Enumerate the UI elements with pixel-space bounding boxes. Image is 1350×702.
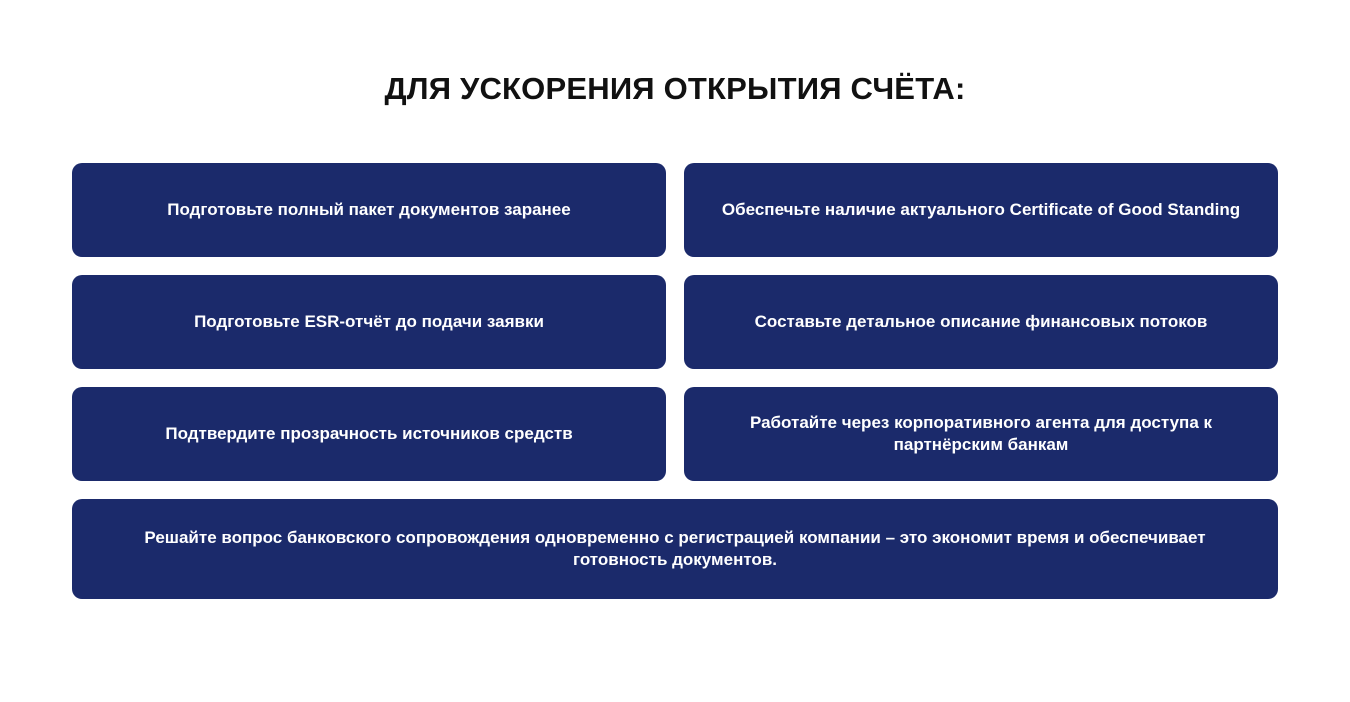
- recommendation-card-label: Решайте вопрос банковского сопровождения одновременно с регистрацией компании – это экономит время и обеспечивает готовность документов.: [144, 528, 1206, 569]
- page-title: ДЛЯ УСКОРЕНИЯ ОТКРЫТИЯ СЧЁТА:: [384, 71, 966, 106]
- recommendation-card: [72, 163, 666, 257]
- recommendation-card-label: Обеспечьте наличие актуального Certificate of Good Standing: [721, 200, 1241, 220]
- recommendation-card: [72, 387, 666, 481]
- recommendation-card: [684, 163, 1278, 257]
- recommendation-card-label: Подготовьте ESR-отчёт до подачи заявки: [194, 312, 544, 332]
- recommendation-card-grid: [72, 163, 1278, 599]
- recommendation-card: [684, 387, 1278, 481]
- recommendation-card-label: Работайте через корпоративного агента для доступа к партнёрским банкам: [749, 413, 1213, 454]
- recommendation-card-label: Составьте детальное описание финансовых потоков: [754, 312, 1208, 332]
- recommendation-card-label: Подтвердите прозрачность источников средств: [165, 424, 573, 444]
- recommendation-card: [684, 275, 1278, 369]
- recommendation-card: [72, 275, 666, 369]
- recommendation-card-summary: [72, 499, 1278, 599]
- recommendation-card-label: Подготовьте полный пакет документов заранее: [167, 200, 571, 220]
